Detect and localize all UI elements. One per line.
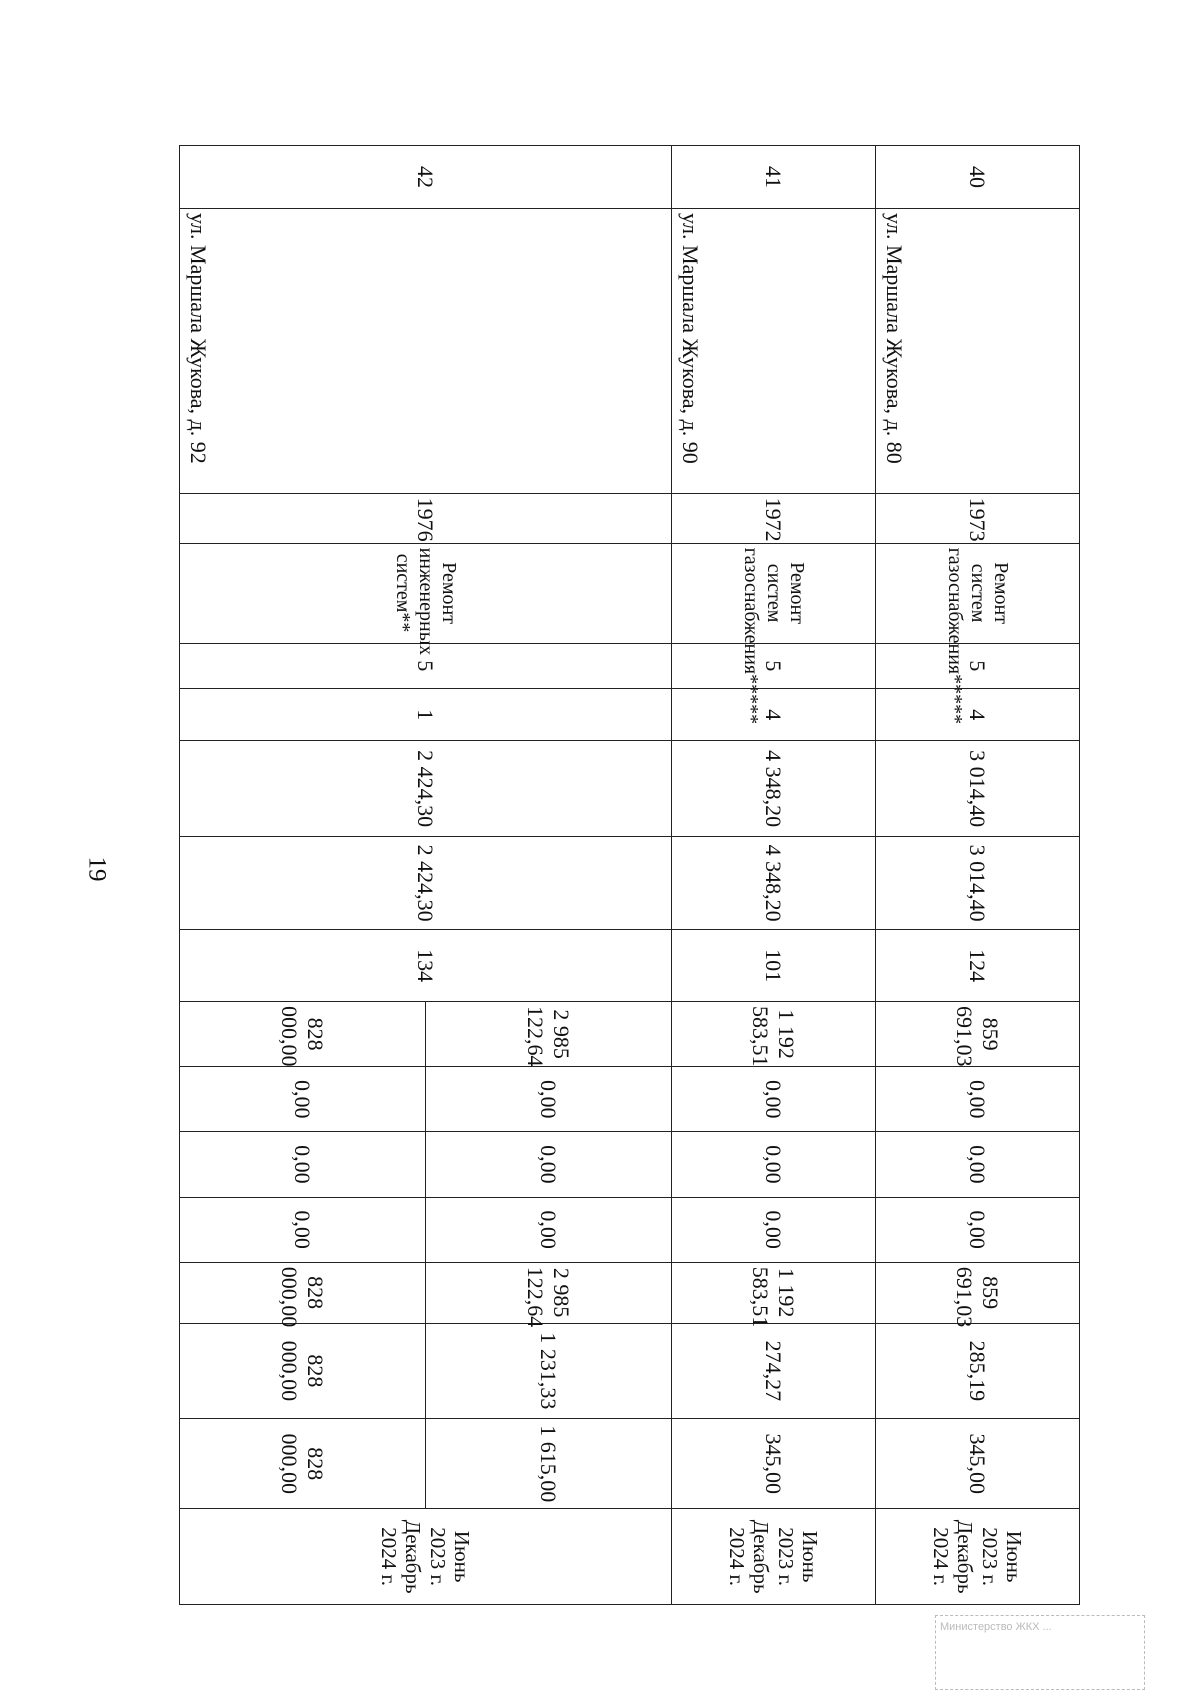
- year-cell: 1976: [180, 493, 672, 543]
- address-cell: ул. Маршала Жукова, д. 90: [672, 209, 876, 494]
- row-number: 42: [180, 146, 672, 209]
- zero-cell: 0,00: [876, 1067, 1080, 1132]
- cost-per-m2-cell: 828 000,00: [180, 1323, 426, 1419]
- zero-cell: 0,00: [426, 1197, 672, 1262]
- fund-cell: 828 000,00: [180, 1262, 426, 1323]
- floors-cell: 5: [672, 643, 876, 689]
- zero-cell: 0,00: [180, 1132, 426, 1197]
- limit-cell: 828 000,00: [180, 1419, 426, 1509]
- cost-total-cell: 2 985 122,64: [426, 1002, 672, 1067]
- area-living-cell: 2 424,30: [180, 836, 672, 929]
- zero-cell: 0,00: [426, 1067, 672, 1132]
- entrances-cell: 1: [180, 689, 672, 741]
- address-cell: ул. Маршала Жукова, д. 92: [180, 209, 672, 494]
- zero-cell: 0,00: [672, 1067, 876, 1132]
- year-cell: 1972: [672, 493, 876, 543]
- table-rotated-container: [180, 145, 1080, 1605]
- cost-per-m2-cell: 285,19: [876, 1323, 1080, 1419]
- residents-cell: 101: [672, 930, 876, 1002]
- limit-cell: 345,00: [672, 1419, 876, 1509]
- work-type-cell: Ремонт инженерных систем**: [180, 543, 672, 643]
- period-cell: Июнь 2023 г. Декабрь 2024 г.: [672, 1509, 876, 1605]
- entrances-cell: 4: [672, 689, 876, 741]
- row-number: 40: [876, 146, 1080, 209]
- zero-cell: 0,00: [672, 1197, 876, 1262]
- limit-cell: 345,00: [876, 1419, 1080, 1509]
- zero-cell: 0,00: [180, 1197, 426, 1262]
- work-type-cell: Ремонт систем газоснабжения*****: [672, 543, 876, 643]
- floors-cell: 5: [180, 643, 672, 689]
- repair-table: [179, 145, 1080, 1605]
- table-wrapper: [180, 145, 1080, 1605]
- table-row: [876, 146, 1080, 1605]
- work-type-cell: Ремонт систем газоснабжения*****: [876, 543, 1080, 643]
- page-number: 19: [83, 856, 111, 882]
- residents-cell: 124: [876, 930, 1080, 1002]
- residents-cell: 134: [180, 930, 672, 1002]
- fund-cell: 1 192 583,51: [672, 1262, 876, 1323]
- zero-cell: 0,00: [180, 1067, 426, 1132]
- fund-cell: 859 691,03: [876, 1262, 1080, 1323]
- cost-total-cell: 828 000,00: [180, 1002, 426, 1067]
- table-row: [672, 146, 876, 1605]
- cost-total-cell: 859 691,03: [876, 1002, 1080, 1067]
- fund-cell: 2 985 122,64: [426, 1262, 672, 1323]
- table-row: [426, 146, 672, 1605]
- zero-cell: 0,00: [876, 1132, 1080, 1197]
- area-living-cell: 3 014,40: [876, 836, 1080, 929]
- entrances-cell: 4: [876, 689, 1080, 741]
- floors-cell: 5: [876, 643, 1080, 689]
- zero-cell: 0,00: [426, 1132, 672, 1197]
- period-cell: Июнь 2023 г. Декабрь 2024 г.: [876, 1509, 1080, 1605]
- area-total-cell: 4 348,20: [672, 741, 876, 837]
- cost-total-cell: 1 192 583,51: [672, 1002, 876, 1067]
- faded-stamp: Министерство ЖКХ ...: [935, 1615, 1145, 1690]
- zero-cell: 0,00: [876, 1197, 1080, 1262]
- row-number: 41: [672, 146, 876, 209]
- period-cell: Июнь 2023 г. Декабрь 2024 г.: [180, 1509, 672, 1605]
- area-total-cell: 2 424,30: [180, 741, 672, 837]
- cost-per-m2-cell: 1 231,33: [426, 1323, 672, 1419]
- limit-cell: 1 615,00: [426, 1419, 672, 1509]
- zero-cell: 0,00: [672, 1132, 876, 1197]
- area-living-cell: 4 348,20: [672, 836, 876, 929]
- year-cell: 1973: [876, 493, 1080, 543]
- area-total-cell: 3 014,40: [876, 741, 1080, 837]
- address-cell: ул. Маршала Жукова, д. 80: [876, 209, 1080, 494]
- cost-per-m2-cell: 274,27: [672, 1323, 876, 1419]
